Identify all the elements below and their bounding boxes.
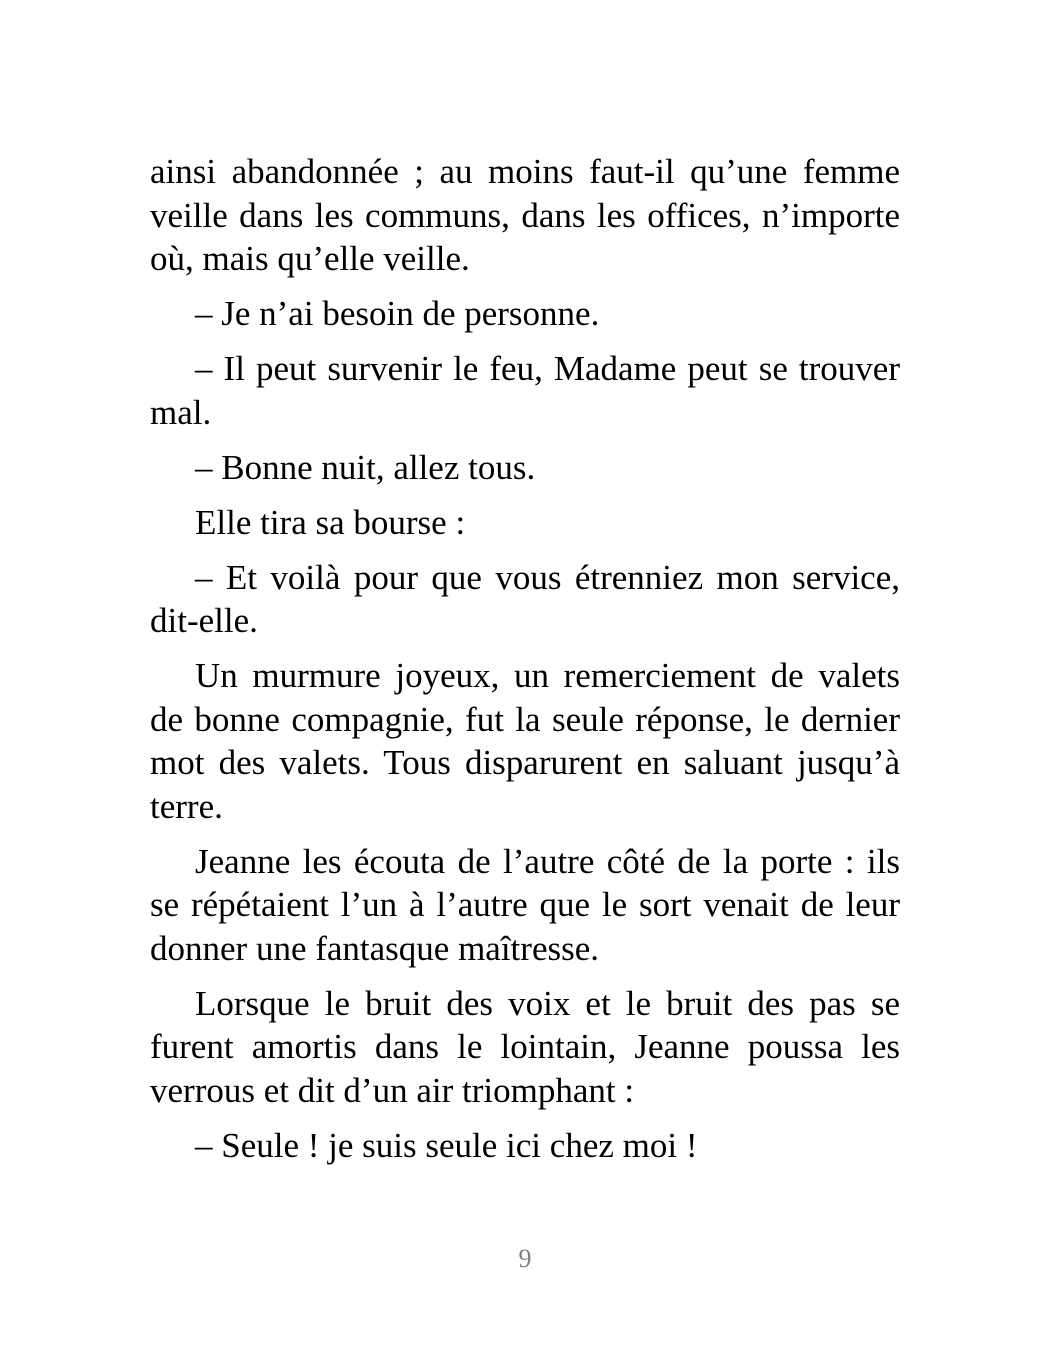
page-body xyxy=(150,150,900,1179)
dialogue-line: – Bonne nuit, allez tous. xyxy=(195,447,536,487)
dialogue-line: – Seule ! je suis seule ici chez moi ! xyxy=(195,1125,698,1165)
dialogue-line: – Je n’ai besoin de personne. xyxy=(195,294,600,333)
paragraph: Lorsque le bruit des voix et le bruit des pas se furent amortis dans le lointain, Jeanne poussa les verrous et dit d’un air triomphant : xyxy=(150,983,900,1110)
paragraph: Jeanne les écouta de l’autre côté de la porte : ils se répétaient l’un à l’autre que le sort venait de leur donner une fantasque maîtresse. xyxy=(150,841,900,968)
paragraph: Elle tira sa bourse : xyxy=(195,502,466,542)
dialogue-line: – Il peut survenir le feu, Madame peut se trouver mal. xyxy=(150,349,900,432)
page-number: 9 xyxy=(518,1244,532,1273)
paragraph-continued: ainsi abandonnée ; au moins faut-il qu’une femme veille dans les communs, dans les offices, n’importe où, mais qu’elle veille. xyxy=(150,152,900,278)
paragraph: Un murmure joyeux, un remerciement de valets de bonne compagnie, fut la seule réponse, le dernier mot des valets. Tous disparurent en saluant jusqu’à terre. xyxy=(150,656,900,826)
dialogue-line: – Et voilà pour que vous étrenniez mon service, dit-elle. xyxy=(150,557,900,640)
